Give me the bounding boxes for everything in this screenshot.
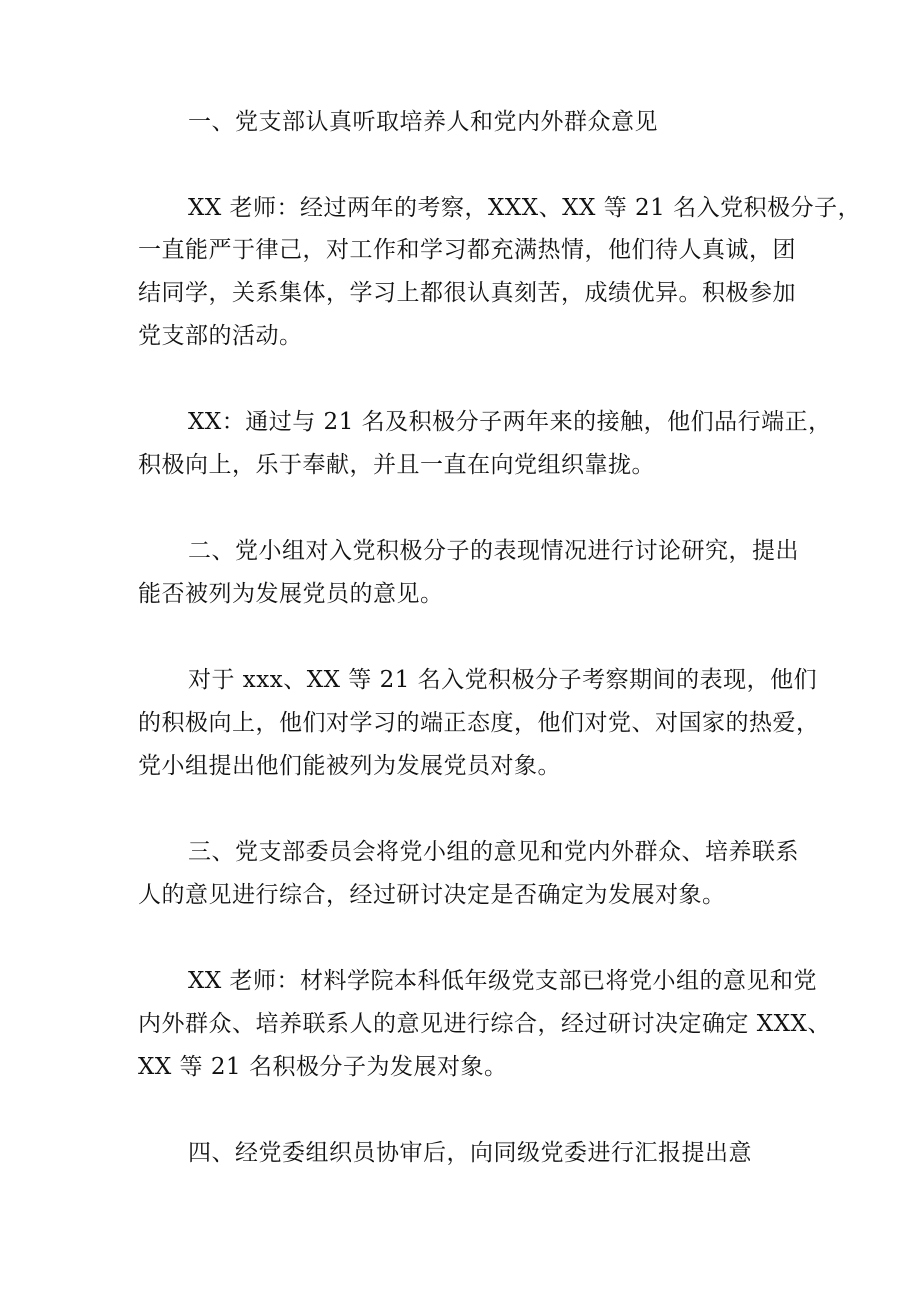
- paragraph-line: 对于 xxx、XX 等 21 名入党积极分子考察期间的表现，他们: [188, 667, 818, 693]
- paragraph-line: XX：通过与 21 名及积极分子两年来的接触，他们品行端正，: [188, 409, 832, 435]
- paragraph-line: 党支部的活动。: [138, 323, 303, 349]
- paragraph-line: 一直能严于律己，对工作和学习都充满热情，他们待人真诚，团: [138, 237, 796, 263]
- section-heading-2: 二、党小组对入党积极分子的表现情况进行讨论研究，提出: [188, 538, 799, 564]
- paragraph-line: 党小组提出他们能被列为发展党员对象。: [138, 753, 561, 779]
- section-heading-3: 三、党支部委员会将党小组的意见和党内外群众、培养联系: [188, 839, 799, 865]
- paragraph-line: 的积极向上，他们对学习的端正态度，他们对党、对国家的热爱，: [138, 710, 820, 736]
- section-heading-4: 四、经党委组织员协审后，向同级党委进行汇报提出意: [188, 1140, 752, 1166]
- section-heading-1: 一、党支部认真听取培养人和党内外群众意见: [188, 109, 658, 135]
- paragraph-line: XX 老师：材料学院本科低年级党支部已将党小组的意见和党: [188, 968, 818, 994]
- section-heading-2-cont: 能否被列为发展党员的意见。: [138, 581, 444, 607]
- section-heading-3-cont: 人的意见进行综合，经过研讨决定是否确定为发展对象。: [138, 882, 726, 908]
- paragraph-line: 结同学，关系集体，学习上都很认真刻苦，成绩优异。积极参加: [138, 280, 796, 306]
- paragraph-line: XX 等 21 名积极分子为发展对象。: [138, 1054, 508, 1080]
- paragraph-line: 内外群众、培养联系人的意见进行综合，经过研讨决定确定 XXX、: [138, 1011, 831, 1037]
- paragraph-line: XX 老师：经过两年的考察，XXX、XX 等 21 名入党积极分子，: [188, 195, 862, 221]
- paragraph-line: 积极向上，乐于奉献，并且一直在向党组织靠拢。: [138, 452, 655, 478]
